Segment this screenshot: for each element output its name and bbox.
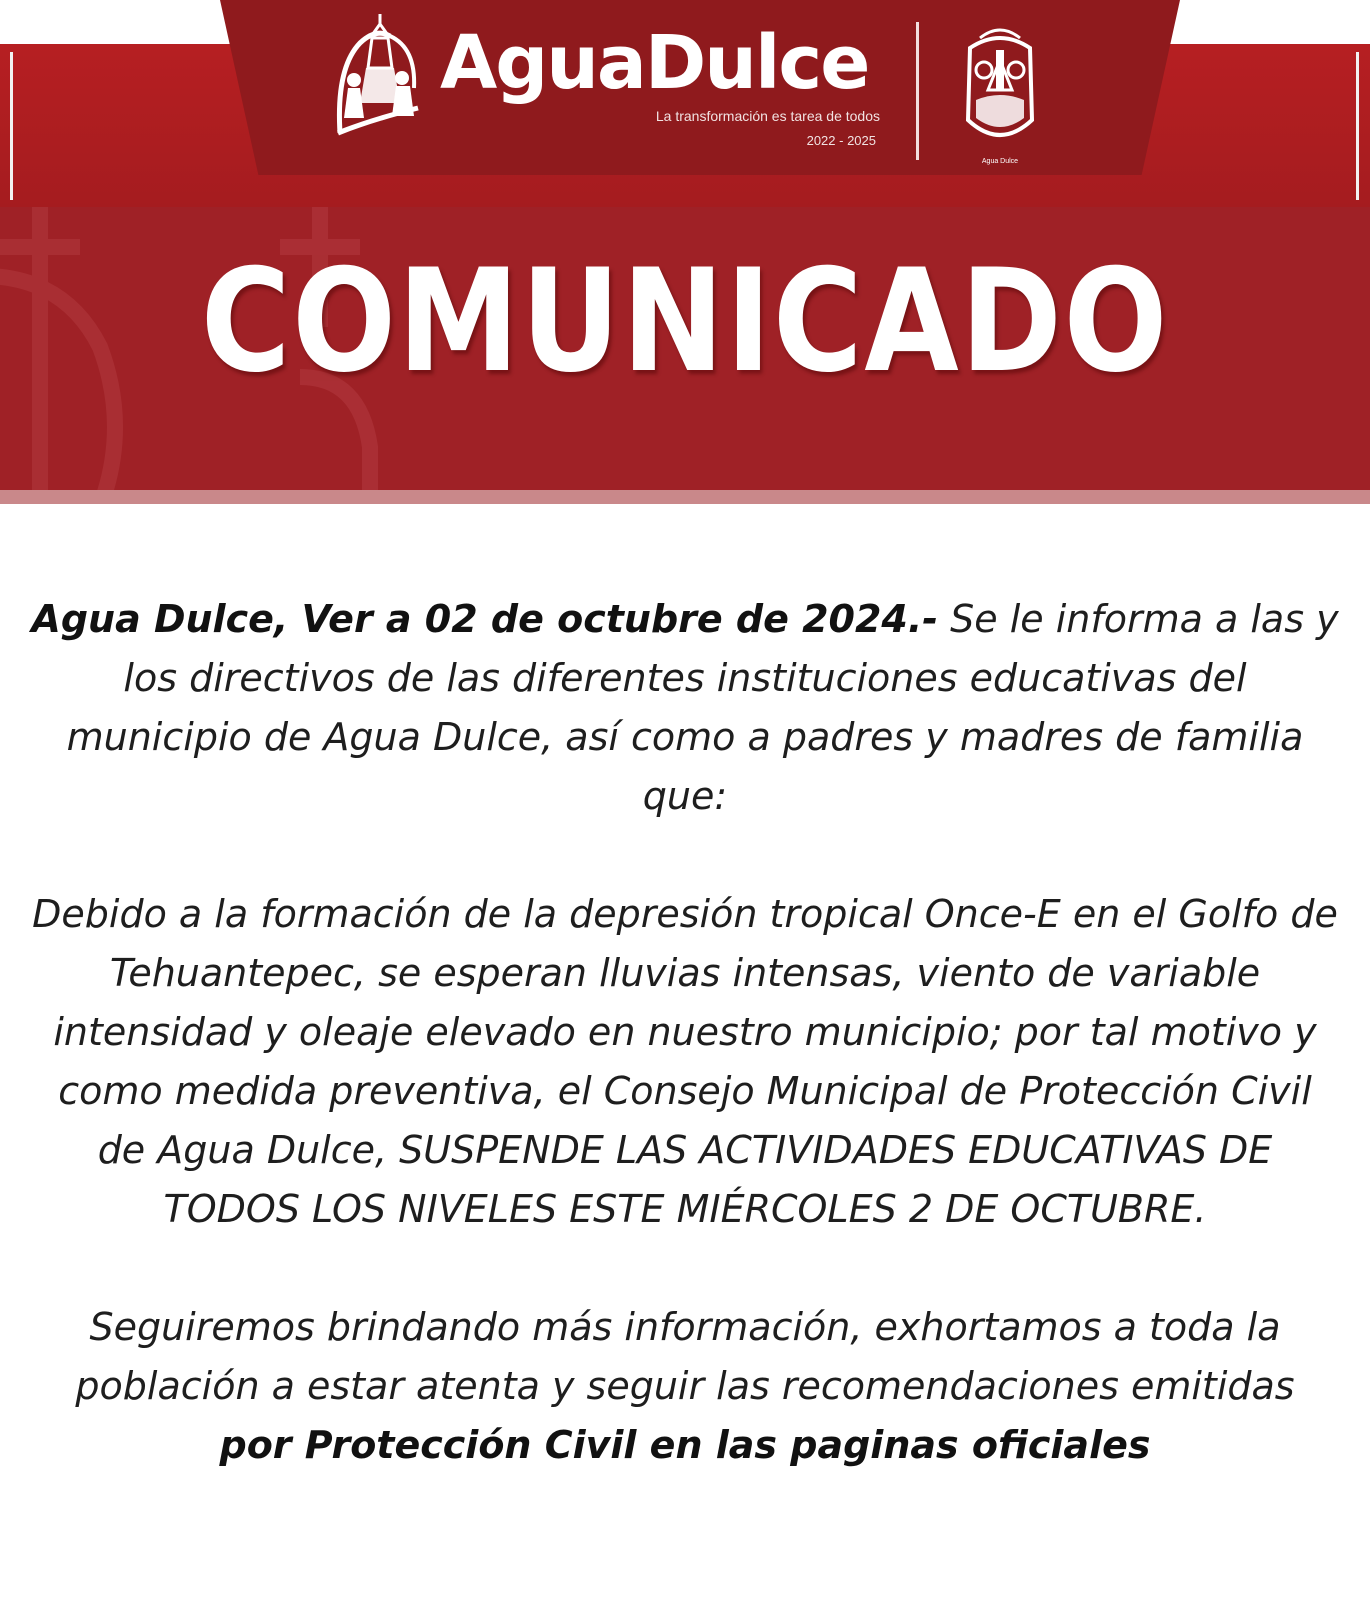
- oil-derrick-emblem-icon: [330, 8, 422, 142]
- banner-title: COMUNICADO: [200, 239, 1170, 404]
- notice-closing-paragraph: [30, 1298, 1340, 1475]
- notice-intro-text: Se le informa a las y los directivos de las diferentes instituciones educativas del municipio de Agua Dulce, así como a padres y madres de familia que:: [66, 597, 1339, 818]
- notice-closing-text: Seguiremos brindando más información, exhortamos a toda la población a estar atenta y seguir las recomendaciones emitidas: [75, 1305, 1295, 1408]
- banner-bottom-strip: [0, 490, 1370, 504]
- notice-intro: [30, 590, 1340, 826]
- left-edge-line: [10, 52, 13, 200]
- notice-suspension-paragraph: Debido a la formación de la depresión tropical Once-E en el Golfo de Tehuantepec, se esperan lluvias intensas, viento de variable intensidad y oleaje elevado en nuestro municipio; por tal motivo y como medida preventiva, el Consejo Municipal de Protección Civil de Agua Dulce, SUSPENDE LAS ACTIVIDADES EDUCATIVAS DE TODOS LOS NIVELES ESTE MIÉRCOLES 2 DE OCTUBRE.: [32, 892, 1338, 1231]
- header-separator: [916, 22, 919, 160]
- notice-body: [30, 590, 1340, 1475]
- notice-date-lead: Agua Dulce, Ver a 02 de octubre de 2024.-: [31, 597, 939, 641]
- notice-closing-bold: por Protección Civil en las paginas oficiales: [219, 1423, 1151, 1467]
- municipal-seal-icon: [950, 20, 1050, 156]
- header: [0, 0, 1370, 207]
- slogan: La transformación es tarea de todos: [655, 108, 880, 124]
- comunicado-banner: [0, 207, 1370, 490]
- term-years: 2022 - 2025: [806, 133, 876, 148]
- brand-name: AguaDulce: [440, 20, 869, 106]
- right-edge-line: [1356, 52, 1359, 200]
- seal-label: Agua Dulce: [981, 158, 1019, 165]
